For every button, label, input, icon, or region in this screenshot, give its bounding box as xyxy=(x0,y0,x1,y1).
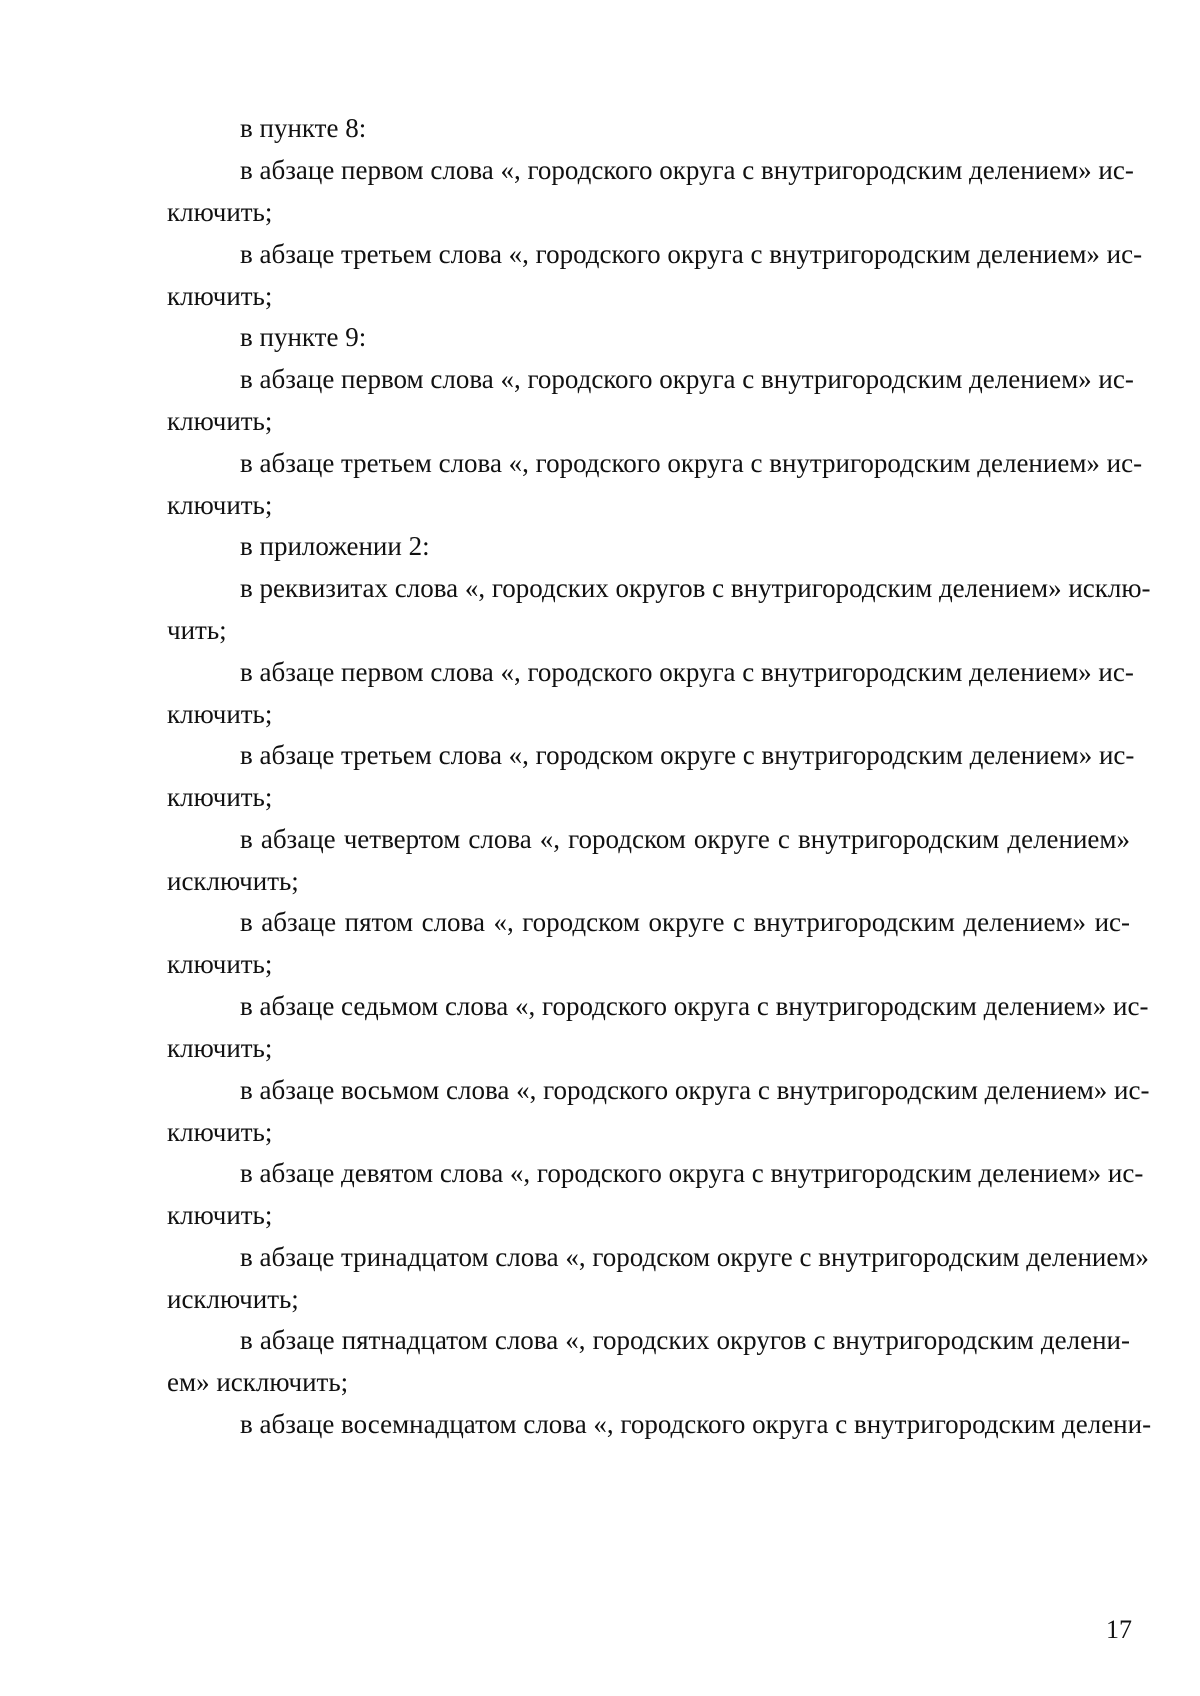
text-line: в абзаце первом слова «, городского округа с внутригородским делением» ис- xyxy=(240,657,1134,687)
text-line: ключить; xyxy=(167,281,273,311)
text-line: в абзаце тринадцатом слова «, городском округе с внутригородским делением» xyxy=(240,1242,1149,1272)
page-number: 17 xyxy=(1106,1615,1132,1644)
text-line: ключить; xyxy=(167,1117,273,1147)
text-line: в абзаце пятом слова «, городском округе с внутригородским делением» ис- xyxy=(240,907,1130,937)
text-line: ключить; xyxy=(167,406,273,436)
text-line: в пункте 8: xyxy=(240,113,367,143)
text-line: ключить; xyxy=(167,197,273,227)
text-line: ем» исключить; xyxy=(167,1367,349,1397)
text-line: чить; xyxy=(167,615,227,645)
text-line: в абзаце восьмом слова «, городского округа с внутригородским делением» ис- xyxy=(240,1075,1150,1105)
text-line: в приложении 2: xyxy=(240,531,430,561)
text-line: ключить; xyxy=(167,490,273,520)
text-line: ключить; xyxy=(167,949,273,979)
text-line: в пункте 9: xyxy=(240,322,367,352)
text-line: в абзаце третьем слова «, городском округе с внутригородским делением» ис- xyxy=(240,740,1135,770)
text-line: в реквизитах слова «, городских округов с внутригородским делением» исклю- xyxy=(240,573,1151,603)
text-line: в абзаце третьем слова «, городского округа с внутригородским делением» ис- xyxy=(240,239,1143,269)
text-line: ключить; xyxy=(167,1033,273,1063)
text-line: исключить; xyxy=(167,866,299,896)
text-line: ключить; xyxy=(167,699,273,729)
text-line: ключить; xyxy=(167,1200,273,1230)
text-line: в абзаце восемнадцатом слова «, городского округа с внутригородским делени- xyxy=(240,1409,1152,1439)
text-line: в абзаце четвертом слова «, городском округе с внутригородским делением» xyxy=(240,824,1130,854)
text-line: в абзаце седьмом слова «, городского округа с внутригородским делением» ис- xyxy=(240,991,1149,1021)
text-line: в абзаце пятнадцатом слова «, городских округов с внутригородским делени- xyxy=(240,1325,1130,1355)
text-line: в абзаце первом слова «, городского округа с внутригородским делением» ис- xyxy=(240,364,1134,394)
text-line: в абзаце третьем слова «, городского округа с внутригородским делением» ис- xyxy=(240,448,1143,478)
text-line: в абзаце первом слова «, городского округа с внутригородским делением» ис- xyxy=(240,155,1134,185)
text-line: исключить; xyxy=(167,1284,299,1314)
text-line: ключить; xyxy=(167,782,273,812)
text-line: в абзаце девятом слова «, городского округа с внутригородским делением» ис- xyxy=(240,1158,1144,1188)
